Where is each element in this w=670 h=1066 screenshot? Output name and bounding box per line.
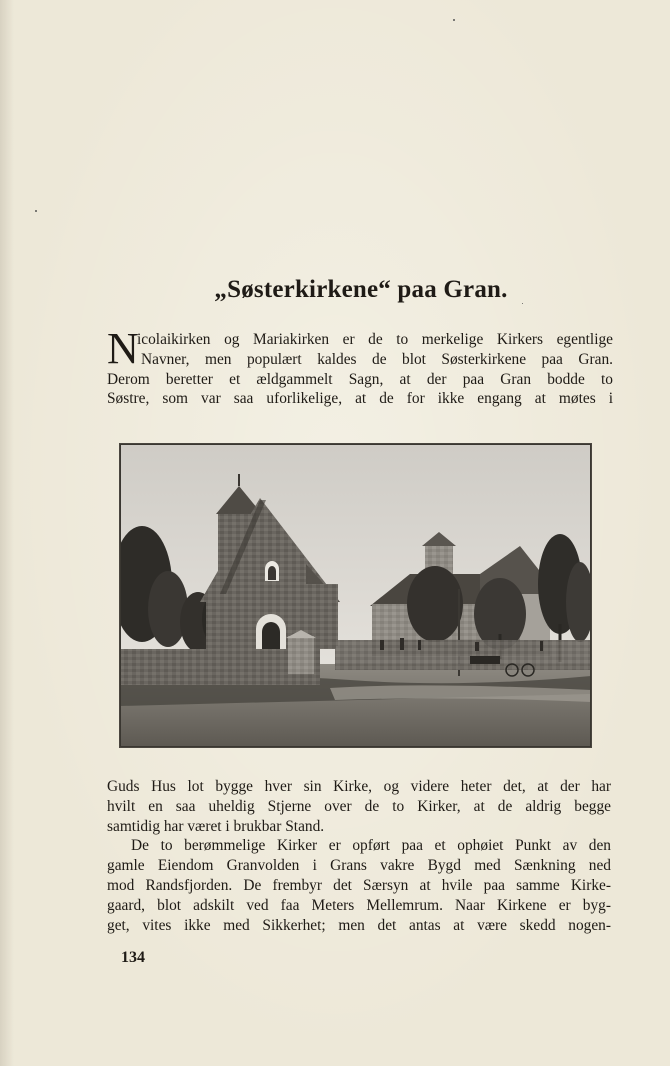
- text-line: Navner, men populært kaldes de blot Søsterkirkene paa Gran.: [141, 350, 613, 368]
- continuation-paragraph: [107, 777, 611, 935]
- text-line: mod Randsfjorden. De frembyr det Særsyn at hvile paa samme Kirke-: [107, 876, 611, 894]
- text-line: icolaikirken og Mariakirken er de to merkelige Kirkers egentlige: [137, 331, 613, 348]
- text-line: De to berømmelige Kirker er opført paa et ophøiet Punkt av den: [131, 837, 611, 855]
- paper-speck: [453, 19, 455, 21]
- page-number: 134: [121, 949, 145, 966]
- church-photograph: [120, 444, 591, 747]
- text-line: gamle Eiendom Granvolden i Grans vakre Bygd med Sænkning ned: [107, 857, 611, 875]
- text-line: gaard, blot adskilt ved faa Meters Mellemrum. Naar Kirkene er byg-: [107, 896, 611, 914]
- text-line: get, vites ikke med Sikkerhet; men det antas at være skedd nogen-: [107, 916, 611, 934]
- text-line: samtidig har været i brukbar Stand.: [107, 817, 325, 835]
- drop-cap: N: [107, 324, 139, 373]
- text-line: Derom beretter et ældgammelt Sagn, at der paa Gran bodde to: [107, 370, 613, 388]
- text-line: hvilt en saa uheldig Stjerne over de to Kirker, at de aldrig begge: [107, 797, 611, 815]
- intro-paragraph: [107, 324, 613, 409]
- page-gutter-shadow: [0, 0, 14, 1066]
- text-line: Søstre, som var saa uforlikelige, at de for ikke engang at møtes i: [107, 390, 613, 408]
- paper-speck: [522, 303, 523, 304]
- text-line: Guds Hus lot bygge hver sin Kirke, og videre heter det, at der har: [107, 778, 611, 795]
- paper-speck: [35, 210, 37, 212]
- chapter-title: „Søsterkirkene“ paa Gran.: [214, 276, 508, 303]
